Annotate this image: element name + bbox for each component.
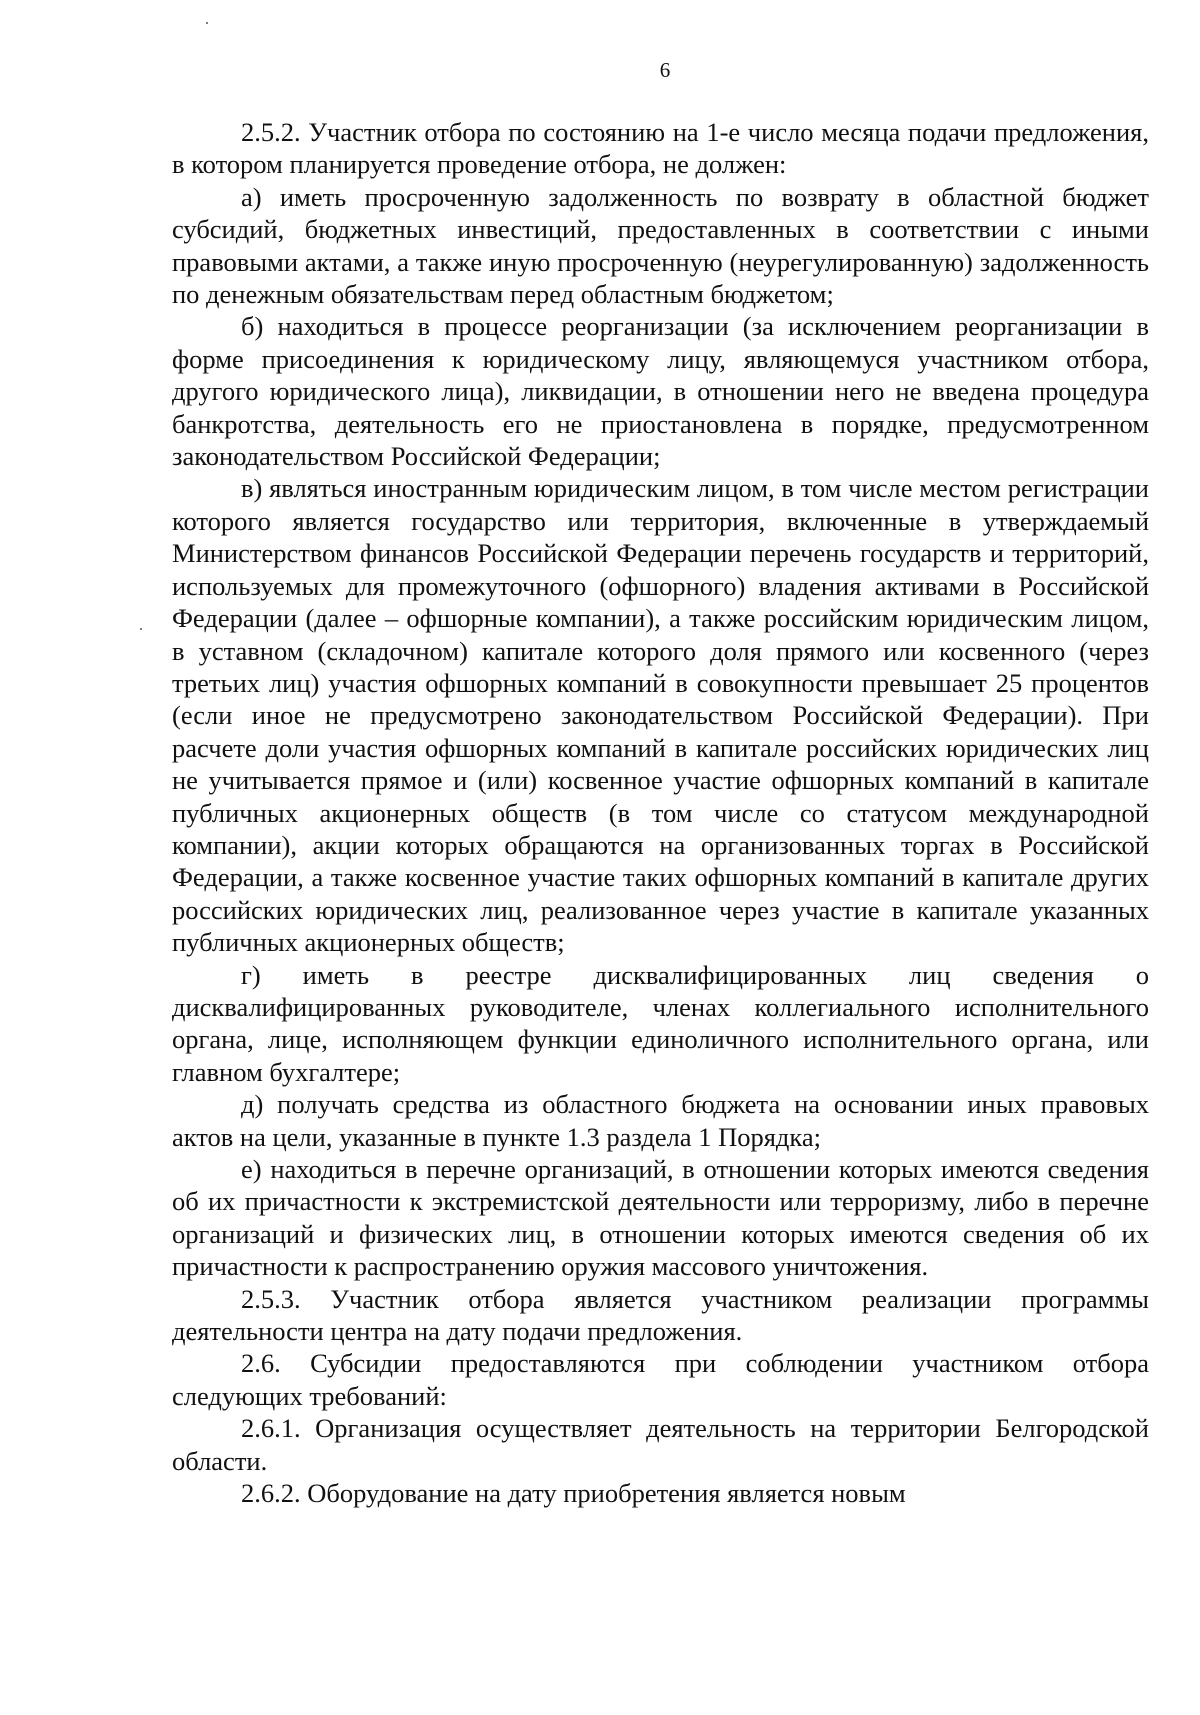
paragraph-item-d: д) получать средства из областного бюджета на основании иных правовых актов на цели, указанные в пункте 1.3 раздела 1 Порядка;	[172, 1089, 1149, 1152]
paragraph-item-g: г) иметь в реестре дисквалифицированных лиц сведения о дисквалифицированных руководителе, членах коллегиального исполнительного органа, лице, исполняющем функции единоличного исполнительного органа, или главном бухгалтере;	[172, 959, 1149, 1087]
scan-speck	[206, 22, 208, 24]
paragraph-item-v: в) являться иностранным юридическим лицом, в том числе местом регистрации которого является государство или территория, включенные в утверждаемый Министерством финансов Российской Федерации перечень государств и территорий, используемых для промежуточного (офшорного) владения активами в Российской Федерации (далее – офшорные компании), а также российским юридическим лицом, в уставном (складочном) капитале которого доля прямого или косвенного (через третьих лиц) участия офшорных компаний в совокупности превышает 25 процентов (если иное не предусмотрено законодательством Российской Федерации). При расчете доли участия офшорных компаний в капитале российских юридических лиц не учитывается прямое и (или) косвенное участие офшорных компаний в капитале публичных акционерных обществ (в том числе со статусом международной компании), акции которых обращаются на организованных торгах в Российской Федерации, а также косвенное участие таких офшорных компаний в капитале других российских юридических лиц, реализованное через участие в капитале указанных публичных акционерных обществ;	[172, 473, 1149, 958]
paragraph-2-5-3: 2.5.3. Участник отбора является участником реализации программы деятельности центра на дату подачи предложения.	[172, 1283, 1149, 1347]
paragraph-2-6-1: 2.6.1. Организация осуществляет деятельность на территории Белгородской области.	[172, 1413, 1149, 1476]
paragraph-item-b: б) находиться в процессе реорганизации (за исключением реорганизации в форме присоединения к юридическому лицу, являющемуся участником отбора, другого юридического лица), ликвидации, в отношении него не введена процедура банкротства, деятельность его не приостановлена в порядке, предусмотренном законодательством Российской Федерации;	[172, 311, 1149, 472]
paragraph-2-6: 2.6. Субсидии предоставляются при соблюдении участником отбора следующих требований:	[172, 1348, 1149, 1411]
paragraph-2-6-2: 2.6.2. Оборудование на дату приобретения является новым	[241, 1478, 906, 1509]
paragraph-item-a: а) иметь просроченную задолженность по возврату в областной бюджет субсидий, бюджетных инвестиций, предоставленных в соответствии с иными правовыми актами, а также иную просроченную (неурегулированную) задолженность по денежным обязательствам перед областным бюджетом;	[172, 181, 1149, 310]
paragraph-item-e: е) находиться в перечне организаций, в отношении которых имеются сведения об их причастности к экстремистской деятельности или терроризму, либо в перечне организаций и физических лиц, в отношении которых имеются сведения об их причастности к распространению оружия массового уничтожения.	[172, 1154, 1149, 1282]
paragraph-2-5-2: 2.5.2. Участник отбора по состоянию на 1-е число месяца подачи предложения, в котором планируется проведение отбора, не должен:	[172, 117, 1149, 180]
page-number: 6	[659, 58, 671, 82]
document-body	[172, 116, 1149, 1509]
scan-speck	[140, 628, 142, 630]
